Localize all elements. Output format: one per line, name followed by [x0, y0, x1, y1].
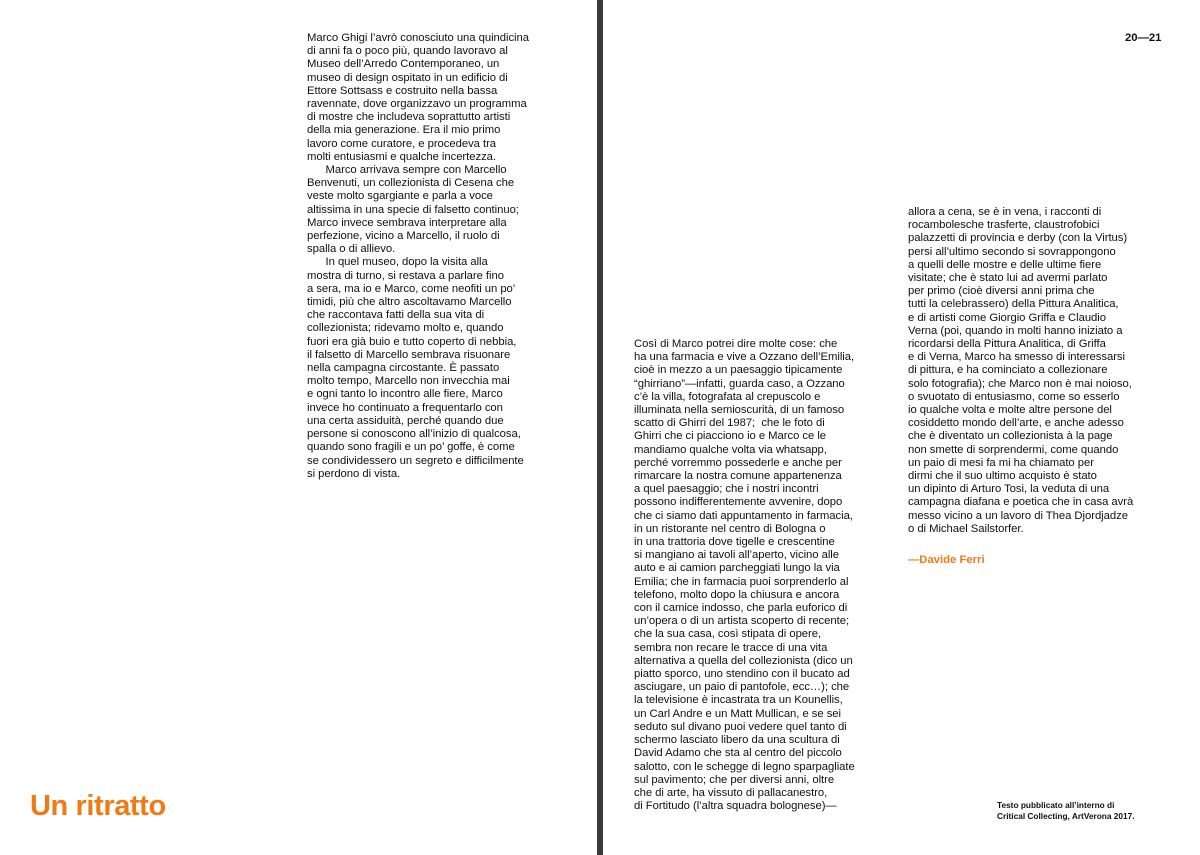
essay-column-1: Marco Ghigi l’avrò conosciuto una quindicina di anni fa o poco più, quando lavoravo al Museo dell’Arredo Contemporaneo, un museo di design ospitato in un edificio di Ettore Sottsass e costruito nella bassa ravennate, dove organizzavo un programma di mostre che includeva soprattutto artisti della mia generazione. Era il mio primo lavoro come curatore, e procedeva tra molti entusiasmi e qualche incertezza. Marco arrivava sempre con Marcello Benvenuti, un collezionista di Cesena che veste molto sgargiante e parla a voce altissima in una specie di falsetto continuo; Marco invece sembrava interpretare alla perfezione, vicino a Marcello, il ruolo di spalla o di allievo. In quel museo, dopo la visita alla mostra di turno, si restava a parlare fino a sera, ma io e Marco, come neofiti un po’ timidi, più che altro ascoltavamo Marcello che raccontava fatti della sua vita di collezionista; ridevamo molto e, quando fuori era già buio e tutto coperto di nebbia, il falsetto di Marcello sembrava risuonare nella campagna circostante. È passato molto tempo, Marcello non invecchia mai e ogni tanto lo incontro alle fiere, Marco invece ho continuato a frequentarlo con una certa assiduità, perché quando due persone si conoscono all’inizio di qualcosa, quando sono fragili e un po’ goffe, è come se condividessero un segreto e difficilmente si perdono di vista.: [307, 32, 529, 480]
essay-column-3: allora a cena, se è in vena, i racconti di rocambolesche trasferte, claustrofobici palazzetti di provincia e derby (con la Virtus) persi all’ultimo secondo si sovrappongono a quelli delle mostre e delle ultime fiere visitate; che è stato lui ad avermi parlato per primo (cioè diversi anni prima che tutti la celebrassero) della Pittura Analitica, e di artisti come Giorgio Griffa e Claudio Verna (poi, quando in molti hanno iniziato a ricordarsi della Pittura Analitica, di Griffa e di Verna, Marco ha smesso di interessarsi di pittura, e ha cominciato a collezionare solo fotografia); che Marco non è mai noioso, o svuotato di entusiasmo, come so esserlo io qualche volta e molte altre persone del cosiddetto mondo dell’arte, e anche adesso che è diventato un collezionista à la page non smette di sorprendermi, come quando un paio di mesi fa mi ha chiamato per dirmi che il suo ultimo acquisto è stato un dipinto di Arturo Tosi, la veduta di una campagna diafana e poetica che in casa avrà messo vicino a un lavoro di Thea Djordjadze o di Michael Sailstorfer.: [908, 206, 1134, 535]
essay-column-2: Così di Marco potrei dire molte cose: che ha una farmacia e vive a Ozzano dell’Emilia, cioè in mezzo a un paesaggio tipicamente “ghirriano”—infatti, guarda caso, a Ozzano c’è la villa, fotografata al crepuscolo e illuminata nella semioscurità, di un famoso scatto di Ghirri del 1987; che le foto di Ghirri che ci piacciono io e Marco ce le mandiamo qualche volta via whatsapp, perché vorremmo possederle e anche per rimarcare la nostra comune appartenenza a quel paesaggio; che i nostri incontri possono indifferentemente avvenire, dopo che ci siamo dati appuntamento in farmacia, in un ristorante nel centro di Bologna o in una trattoria dove tigelle e crescentine si mangiano ai tavoli all’aperto, vicino alle auto e ai camion parcheggiati lungo la via Emilia; che in farmacia puoi sorprenderlo al telefono, molto dopo la chiusura e ancora con il camice indosso, che parla euforico di un’opera o di un artista scoperto di recente; che la sua casa, così stipata di opere, sembra non recare le tracce di una vita alternativa a quella del collezionista (dico un piatto sporco, uno stendino con il bucato ad asciugare, un paio di pantofole, ecc…); che la televisione è incastrata tra un Kounellis, un Carl Andre e un Matt Mullican, e se sei seduto sul divano puoi vedere quel tanto di schermo lasciato libero da una scultura di David Adamo che sta al centro del piccolo salotto, con le schegge di legno sparpagliate sul pavimento; che per diversi anni, oltre che di arte, ha vissuto di pallacanestro, di Fortitudo (l’altra squadra bolognese)—: [634, 338, 855, 813]
right-page: [603, 0, 1200, 855]
section-title: Un ritratto: [30, 790, 166, 822]
publication-note: Testo pubblicato all’interno di Critical Collecting, ArtVerona 2017.: [997, 800, 1135, 821]
page-number: 20—21: [1125, 32, 1162, 44]
left-page: [0, 0, 597, 855]
author-signature: —Davide Ferri: [908, 554, 985, 566]
